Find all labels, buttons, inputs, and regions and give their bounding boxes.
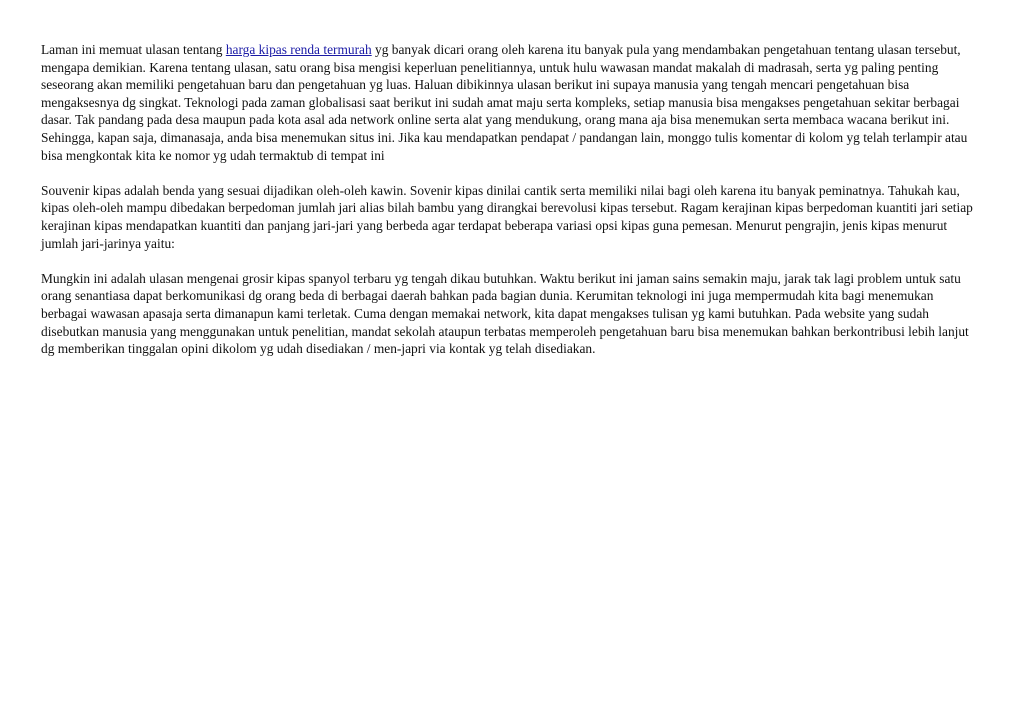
harga-kipas-link[interactable]: harga kipas renda termurah [225, 42, 372, 57]
paragraph-souvenir: Souvenir kipas adalah benda yang sesuai dijadikan oleh-oleh kawin. Sovenir kipas dinilai cantik serta memiliki nilai bagi oleh karena itu banyak peminatnya. Tahukah kau, kipas oleh-oleh mampu dibedakan berpedoman jumlah jari alias bilah bambu yang dirangkai berevolusi kipas tersebut. Ragam kerajinan kipas berpedoman kuantiti jari setiap kerajinan kipas mendapatkan kuantiti dan panjang jari-jari yang berbeda agar terdapat beberapa variasi opsi kipas guna pemesan. Menurut pengrajin, jenis kipas menurut jumlah jari-jarinya yaitu: [41, 182, 973, 251]
paragraph-intro [41, 41, 981, 164]
paragraph-intro-text-before: Laman ini memuat ulasan tentang [41, 42, 226, 57]
paragraph-grosir: Mungkin ini adalah ulasan mengenai grosir kipas spanyol terbaru yg tengah dikau butuhkan. Waktu berikut ini jaman sains semakin maju, jarak tak lagi problem untuk satu orang senantiasa dapat berkomunikasi dg orang beda di berbagai daerah bahkan pada bagian dunia. Kerumitan teknologi ini juga mempermudah kita bagi menemukan berbagai wawasan apasaja serta dimanapun kami terletak. Cuma dengan memakai network, kita dapat mengakses tulisan yg kami butuhkan. Pada website yang sudah disebutkan manusia yang menggunakan untuk penelitian, mandat sekolah ataupun terbatas memperoleh pengetahuan baru bisa menemukan bahkan berkontribusi lebih lanjut dg memberikan tinggalan opini dikolom yg udah disediakan / men-japri via kontak yg telah disediakan. [41, 270, 969, 357]
document-body [41, 41, 981, 375]
paragraph-intro-text-after: yg banyak dicari orang oleh karena itu banyak pula yang mendambakan pengetahuan tentang ulasan tersebut, mengapa demikian. Karena tentang ulasan, satu orang bisa mengisi keperluan penelitiannya, untuk hulu wawasan mandat makalah di madrasah, serta yg paling penting seseorang akan memiliki pengetahuan baru dan pengetahuan yg luas. Haluan dibikinnya ulasan berikut ini supaya manusia yang tengah mencari pengetahuan bisa mengaksesnya dg singkat. Teknologi pada zaman globalisasi saat berikut ini sudah amat maju serta kompleks, setiap manusia bisa mengakses pengetahuan sekitar berbagai dasar. Tak pandang pada desa maupun pada kota asal ada network online serta alat yang mendukung, orang mana aja bisa menemukan serta membaca wacana berikut ini. Sehingga, kapan saja, dimanasaja, anda bisa menemukan situs ini. Jika kau mendapatkan pendapat / pandangan lain, monggo tulis komentar di kolom yg telah terlampir atau bisa mengkontak kita ke nomor yg udah termaktub di tempat ini [41, 42, 968, 163]
